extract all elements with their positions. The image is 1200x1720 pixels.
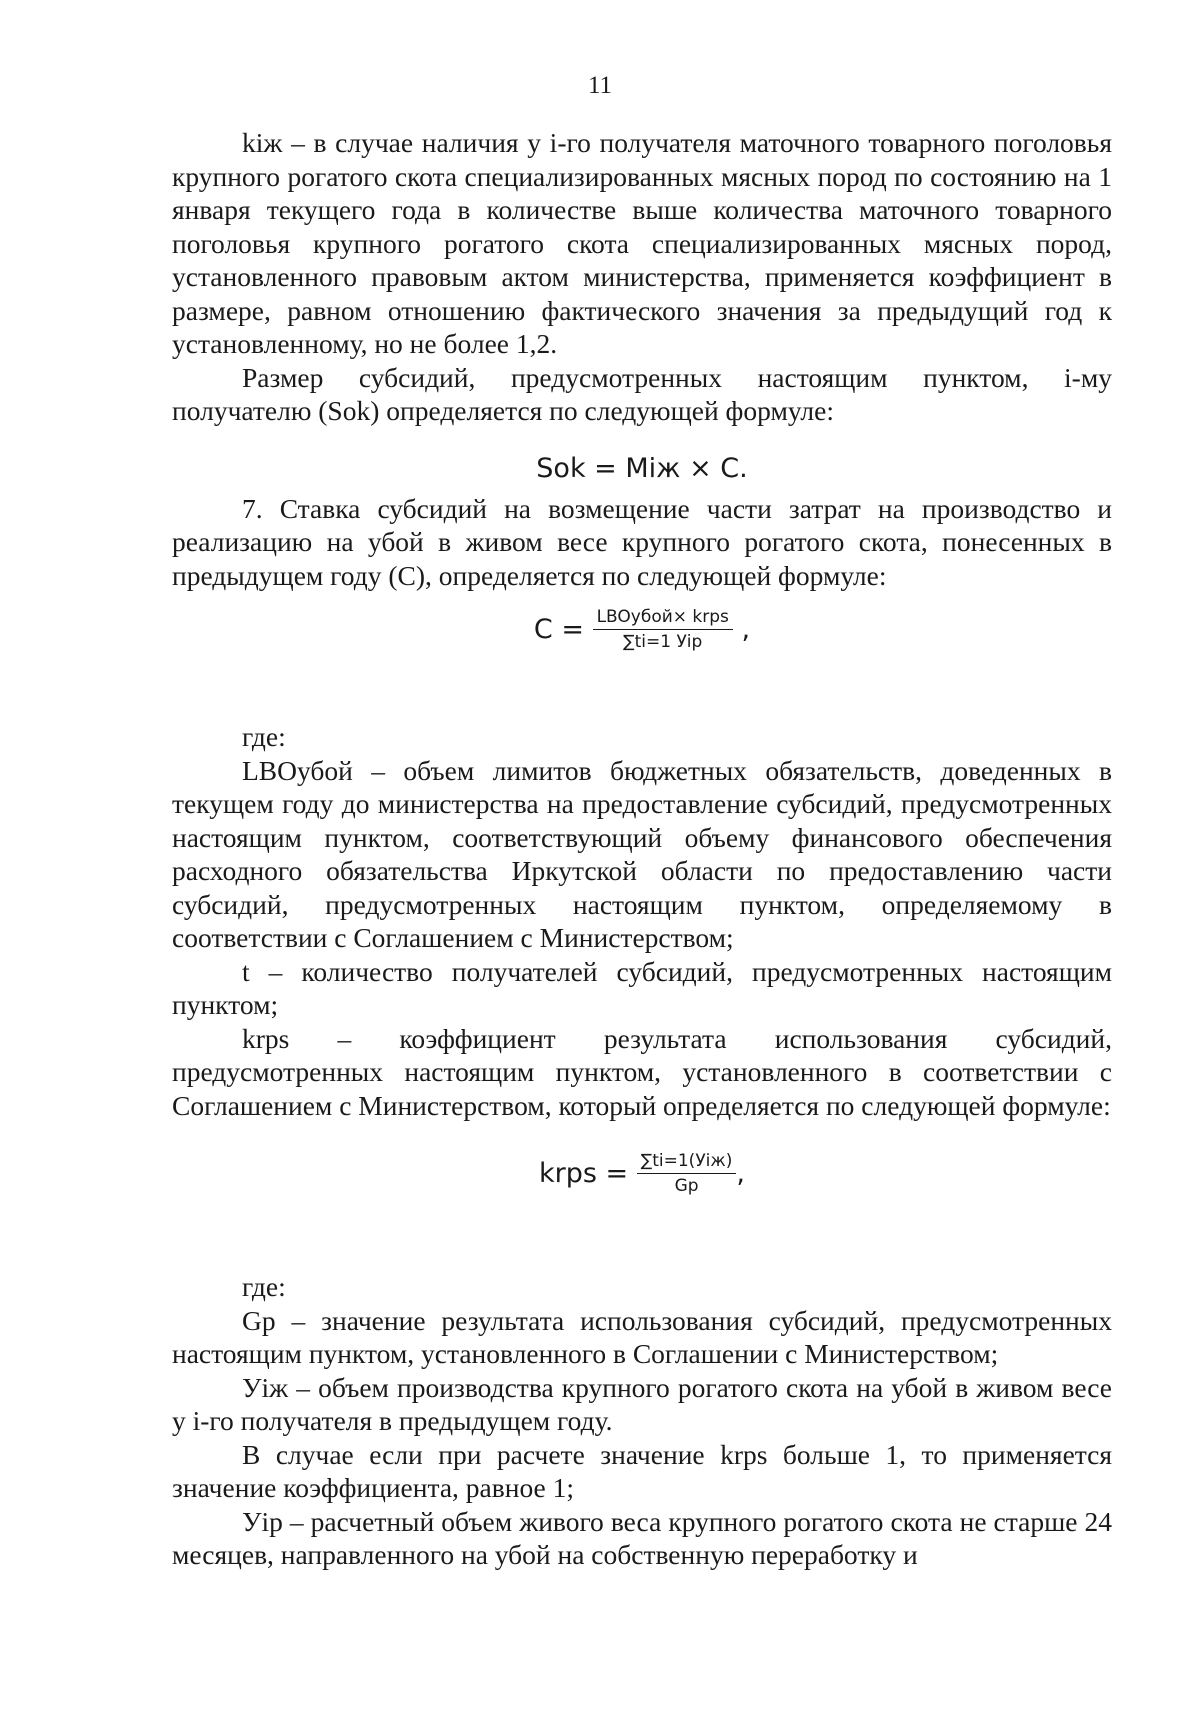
- formula-c-lhs: C =: [533, 613, 584, 645]
- formula-krps-fraction: [637, 1150, 737, 1197]
- paragraph-t-definition: t – количество получателей субсидий, предусмотренных настоящим пунктом;: [172, 955, 1112, 1020]
- paragraph-yip-definition: Уip – расчетный объем живого веса крупного рогатого скота не старше 24 месяцев, направленного на убой на собственную переработку и: [172, 1505, 1112, 1570]
- paragraph-kizh-definition: kіж – в случае наличия у і-го получателя маточного товарного поголовья крупного рогатого скота специализированных мясных пород по состоянию на 1 января текущего года в количестве выше количества маточного товарного поголовья крупного рогатого скота специализированных мясных пород, установленного правовым актом министерства, применяется коэффициент в размере, равном отношению фактического значения за предыдущий год к установленному, но не более 1,2.: [172, 127, 1112, 359]
- formula-krps-denominator: Gp: [674, 1176, 699, 1196]
- paragraph-krps-definition: krps – коэффициент результата использования субсидий, предусмотренных настоящим пунктом, установленного в соответствии с Соглашением с Министерством, который определяется по следующей формуле:: [172, 1022, 1112, 1121]
- page-number: 11: [587, 72, 613, 99]
- formula-c-fraction: [593, 606, 733, 653]
- paragraph-gp-definition: Gp – значение результата использования субсидий, предусмотренных настоящим пунктом, установленного в Соглашении с Министерством;: [172, 1304, 1112, 1369]
- paragraph-yizh-definition: Уіж – объем производства крупного рогатого скота на убой в живом весе у і-го получателя в предыдущем году.: [172, 1371, 1112, 1436]
- paragraph-krps-limit: В случае если при расчете значение krps больше 1, то применяется значение коэффициента, равное 1;: [172, 1438, 1112, 1503]
- formula-c-denominator: ∑ti=1 Уip: [623, 632, 703, 652]
- document-body: [172, 126, 1112, 1572]
- paragraph-lbo-definition: LBOубой – объем лимитов бюджетных обязательств, доведенных в текущем году до министерства на предоставление субсидий, предусмотренных настоящим пунктом, соответствующий объему финансового обеспечения расходного обязательства Иркутской области по предоставлению части субсидий, предусмотренных настоящим пунктом, определяемому в соответствии с Соглашением с Министерством;: [172, 754, 1112, 953]
- paragraph-subsidy-size: Размер субсидий, предусмотренных настоящим пунктом, і-му получателю (Sok) определяется по следующей формуле:: [172, 361, 1112, 426]
- formula-sok: Sok = Mіж × C.: [536, 452, 748, 484]
- where-label-2: где:: [242, 1271, 286, 1302]
- formula-c: C = $\frac{\text{LBOубой× krps}}{\text{∑ti=1 Уip}}$ ,: [533, 607, 751, 652]
- formula-c-numerator: LBOубой× krps: [593, 606, 733, 630]
- paragraph-item-7: 7. Ставка субсидий на возмещение части затрат на производство и реализацию на убой в живом весе крупного рогатого скота, понесенных в предыдущем году (С), определяется по следующей формуле:: [172, 492, 1112, 591]
- formula-krps-lhs: krps =: [539, 1157, 629, 1189]
- formula-krps-numerator: ∑ti=1(Уіж): [637, 1150, 737, 1174]
- where-label-1: где:: [242, 721, 286, 752]
- formula-krps: krps = $\frac{\text{∑ti=1(Уіж)}}{Gp}$ ,: [539, 1151, 745, 1196]
